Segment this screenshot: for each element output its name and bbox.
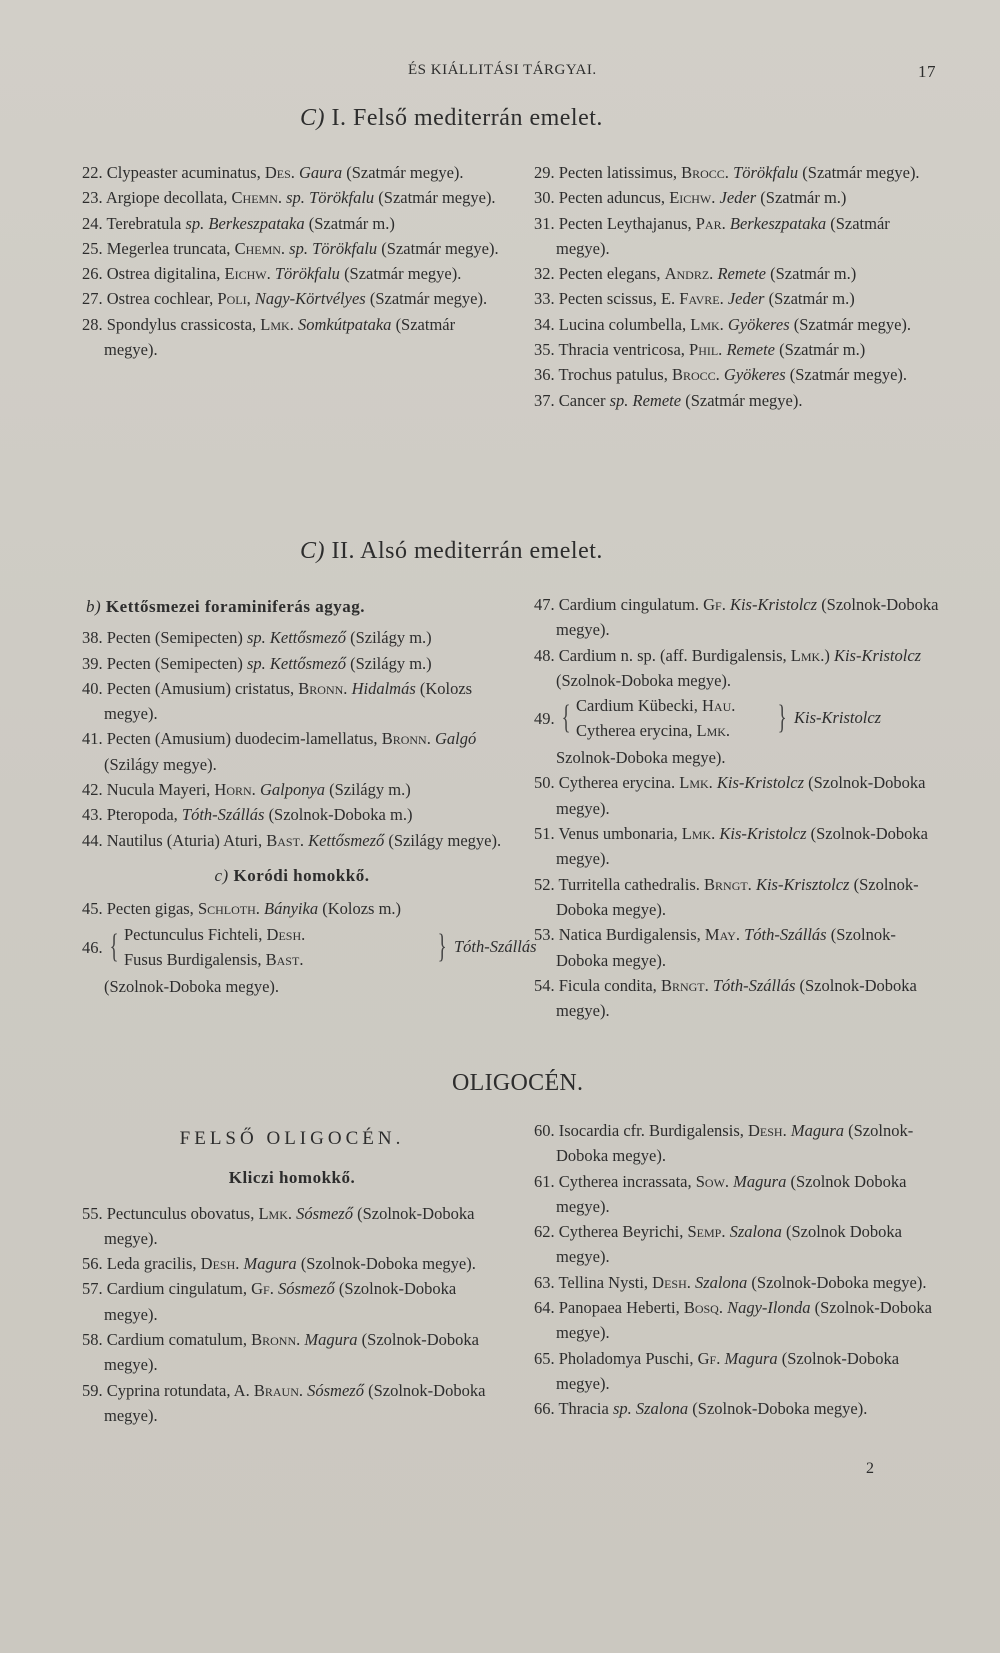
entry-tail: (Szilágy megye). [104,754,217,774]
entry-number: 26. [82,264,103,284]
list-entry [82,1276,502,1327]
entry-name: Pecten elegans, [558,264,661,284]
list-entry [534,1219,944,1270]
list-entry [82,828,502,853]
entry-number: 60. [534,1121,555,1140]
entry-line-2: Cytherea erycina, Lmk. [576,721,731,741]
entry-locality: Tóth-Szállás [712,975,796,995]
entry-tail: (Szatmár megye). [378,188,496,208]
entry-locality: Kis-Kristolcz [719,824,807,844]
list-entry [82,286,502,311]
entry-locality: Galgó [434,729,477,749]
entry-name: Pecten (Amusium) duodecim-lamellatus, [106,729,378,749]
entry-name: Argiope decollata, [105,188,228,208]
entry-tail: (Szatmár megye). [789,365,908,385]
list-entry [534,1118,944,1169]
entry-locality: Hidalmás [351,678,416,698]
entry-name: Cardium cingulatum. [558,595,699,614]
entry-locality: Remete [632,390,682,410]
entry-number: 53. [534,925,555,945]
list-entry [82,1201,502,1252]
right-brace: } [777,699,787,737]
entry-number: 50. [534,773,555,793]
list-entry [534,185,944,210]
entry-name: Natica Burdigalensis, [558,925,701,945]
entry-locality: Kettősmező [269,628,346,648]
entry-number: 35. [534,340,555,360]
entry-author: Lmk. [690,314,724,334]
entry-tail: (Kolozs m.) [322,899,402,919]
entry-author: Des. [264,163,295,182]
list-entry [82,160,502,185]
list-entry [534,286,944,311]
entry-number: 45. [82,899,103,919]
list-entry [534,592,944,643]
entry-name: Cardium comatulum, [106,1330,247,1350]
entry-number: 32. [534,264,555,284]
subheading-c [82,863,502,888]
entry-locality: Magura [790,1121,844,1140]
entry-name: Pecten Leythajanus, [558,213,692,233]
entry-author: Bronn. [381,729,431,749]
entry-number: 55. [82,1203,103,1223]
felso-oligocen-heading: FELSŐ OLIGOCÉN. [179,1128,405,1149]
section-letter: C) [300,538,325,564]
entry-number: 65. [534,1348,555,1368]
entry-name: Turritella cathedralis. [558,874,700,894]
entry-name: Trochus patulus, [558,365,668,385]
entry-author: Desh. [652,1272,691,1292]
entry-tail: (Szolnok-Doboka megye). [692,1399,868,1419]
entry-author: Desh. [200,1254,240,1274]
list-entry [534,1295,944,1346]
list-entry [82,1251,502,1276]
entry-name: Cytherea Beyrichi, [558,1222,684,1242]
list-entry [534,922,944,973]
entry-tail: (Szolnok-Doboka m.) [268,805,413,825]
entry-author: Chemn. [234,238,286,258]
section-title: I. Felső mediterrán emelet. [331,105,603,131]
grouped-entry-46 [82,922,537,974]
entry-sp: sp. [609,390,629,410]
entry-tail: (Szatmár megye). [346,163,464,182]
entry-locality: Tóth-Szállás [181,805,265,825]
entry-number: 39. [82,653,103,673]
entry-author: Brocc. [671,365,720,385]
entry-locality: Berkeszpataka [729,213,827,233]
section-title: II. Alsó mediterrán emelet. [331,538,603,564]
list-entry [82,651,502,676]
entry-number: 64. [534,1298,555,1318]
entry-author: Lmk. [681,824,716,844]
entry-number: 66. [534,1399,555,1419]
list-entry [534,821,944,872]
entry-locality: Kettősmező [269,653,346,673]
entry-number: 43. [82,805,103,825]
entry-number: 25. [82,238,103,258]
list-entry [534,1346,944,1397]
entry-locality: Törökfalu [733,163,799,182]
entry-number: 30. [534,188,555,208]
entry-name: Pectunculus obovatus, [106,1203,255,1223]
entry-tail: (Szolnok-Doboka megye). [300,1254,476,1274]
entry-author: May. [704,925,740,945]
entry-tail: (Szatmár megye). [344,264,462,284]
entry-tail: (Szatmár megye). [369,289,488,309]
list-entry [82,211,502,236]
grouped-entry-49 [534,693,944,745]
list-entry [534,160,944,185]
entry-author: Bast. [266,830,305,850]
list-entry [534,770,944,821]
entry-line-2: Fusus Burdigalensis, Bast. [124,949,304,969]
entry-locality: Gaura [299,163,343,182]
entry-number: 40. [82,678,103,698]
entry-number: 56. [82,1254,103,1274]
subheading-title: Koródi homokkő. [233,865,370,885]
subheading-klicz: Kliczi homokkő. [228,1168,356,1188]
entry-locality: Sósmező [277,1279,335,1299]
entry-tail: (Szilágy m.) [350,653,432,673]
s2-left-column [82,592,537,999]
entry-locality: Kis-Kristolcz [794,708,882,728]
entry-number: 46. [82,937,103,957]
entry-name: Pecten gigas, [106,899,194,919]
entry-number: 57. [82,1279,103,1299]
entry-author: Eichw. [224,264,271,284]
entry-number: 61. [534,1171,555,1191]
entry-name: Pecten (Amusium) cristatus, [106,678,295,698]
entry-locality: Tóth-Szállás [744,925,827,945]
entry-locality: Gyökeres [727,314,790,334]
entry-tail: (Szilágy megye). [388,830,502,850]
entry-tail: (Szolnok-Doboka megye). [751,1272,927,1292]
entry-author: Phil. [689,340,723,360]
entry-tail: (Szatmár megye). [802,163,920,182]
entry-name: Pholadomya Puschi, [558,1348,694,1368]
entry-locality: Kettősmező [308,830,385,850]
entry-tail: (Szatmár megye). [104,314,456,360]
entry-name: Lucina columbella, [558,314,687,334]
list-entry [82,261,502,286]
list-entry [534,1270,944,1295]
list-entry [534,312,944,337]
entry-number: 58. [82,1330,103,1350]
entry-tail: (Szolnok-Doboka megye). [556,670,732,690]
entry-author: Semp. [687,1222,726,1242]
entry-locality: Nagy-Körtvélyes [254,289,366,309]
entry-name: Pteropoda, [106,805,178,825]
entry-locality: Magura [304,1330,358,1350]
subheading-b [82,594,502,619]
entry-number: 49. [534,709,555,729]
entry-tail: (Szatmár megye). [793,314,912,334]
entry-number: 41. [82,729,103,749]
entry-locality: Szalona [729,1222,782,1242]
entry-name: Nucula Mayeri, [106,780,211,800]
entry-locality: Kis-Krisztolcz [755,874,850,894]
entry-tail: (Szolnok-Doboka megye). [556,595,939,640]
oligocen-heading: OLIGOCÉN. [452,1070,584,1096]
entry-name: Tellina Nysti, [558,1272,649,1292]
entry-name: Cytherea incrassata, [558,1171,692,1191]
entry-tail: (Szolnok-Doboka megye). [556,1121,914,1166]
section-heading-1 [300,105,603,132]
entry-locality: Nagy-Ilonda [727,1298,811,1318]
entry-sp: sp. [289,238,308,258]
entry-tail: (Szolnok-Doboka megye). [556,925,896,970]
entry-author: Brngt. [660,975,709,995]
entry-number: 38. [82,628,103,648]
entry-locality: Törökfalu [312,238,378,258]
entry-name: Pecten latissimus, [558,163,677,182]
entry-name: Venus umbonaria, [558,824,678,844]
entry-name: Panopaea Heberti, [558,1298,680,1318]
entry-author: Horn. [214,780,256,800]
list-entry [82,236,502,261]
list-entry [534,211,944,262]
entry-name: Pecten aduncus, [558,188,666,208]
entry-tail: (Szatmár m.) [770,264,857,284]
entry-author: Gf. [697,1348,721,1368]
entry-tail: (Szolnok-Doboka megye). [556,1348,900,1393]
entry-author: Par. [695,213,726,233]
entry-author: Gf. [703,595,726,614]
entry-number: 54. [534,975,555,995]
entry-tail: (Szatmár m.) [760,188,847,208]
entry-locality: Kis-Kristolcz [716,773,805,793]
section-heading-2 [300,538,603,565]
entry-sp: sp. [246,628,266,648]
entry-tail: (Szolnok Doboka megye). [556,1222,902,1267]
entry-locality: Remete [717,264,766,284]
list-entry [534,643,944,694]
entry-tail: (Szolnok-Doboka megye). [104,976,280,996]
entry-tail: (Szolnok-Doboka megye). [104,1330,479,1375]
signature-mark: 2 [866,1460,874,1477]
entry-name: Terebratula [106,213,182,233]
entry-tail: (Szatmár megye). [685,390,803,410]
entry-locality: Törökfalu [309,188,375,208]
entry-number: 22. [82,163,103,182]
left-brace: { [561,699,571,737]
entry-number: 34. [534,314,555,334]
entry-tail: (Szolnok-Doboka megye). [104,1203,475,1248]
entry-tail: (Szolnok-Doboka megye). [556,874,919,919]
entry-locality: Sósmező [307,1380,364,1400]
entry-number: 48. [534,645,555,665]
entry-locality: Törökfalu [274,264,340,284]
entry-number: 28. [82,314,103,334]
entry-sp: sp. [612,1399,632,1419]
entry-tail: (Szatmár m.) [768,289,855,309]
entry-name: Pecten (Semipecten) [106,653,243,673]
entry-number: 42. [82,780,103,800]
entry-name: Leda gracilis, [106,1254,197,1274]
entry-locality: Kis-Kristolcz [833,645,922,665]
entry-locality: Somkútpataka [297,314,392,334]
entry-author: Schloth. [197,899,260,919]
entry-author: Lmk. [260,314,294,334]
entry-author: Brngt. [704,874,752,894]
entry-author: Desh. [747,1121,787,1140]
entry-author: Sow. [695,1171,730,1191]
entry-author: Brocc. [681,163,729,182]
entry-number: 37. [534,390,555,410]
entry-author: Braun. [253,1380,303,1400]
list-entry [82,676,502,727]
s1-right-column [534,160,944,413]
list-entry [534,973,944,1024]
entry-number: 31. [534,213,555,233]
entry-locality: Sósmező [296,1203,353,1223]
entry-locality: Kis-Kristolcz [729,595,818,614]
list-entry [534,872,944,923]
entry-number: 47. [534,595,555,614]
entry-name: Ostrea cochlear, [106,289,214,309]
entry-number: 44. [82,830,103,850]
list-entry [82,185,502,210]
entry-locality: Berkeszpataka [208,213,305,233]
list-entry [534,1169,944,1220]
entry-name: Cyprina rotundata, A. [106,1380,250,1400]
entry-sp: sp. [185,213,205,233]
entry-locality: Gyökeres [723,365,786,385]
entry-author: Eichw. [669,188,716,208]
entry-name: Cardium cingulatum, [106,1279,247,1299]
list-entry [82,777,502,802]
entry-tail: (Szolnok Doboka megye). [556,1171,907,1216]
entry-tail: (Szatmár megye). [381,238,499,258]
entry-number: 51. [534,824,555,844]
entry-locality: Szalona [635,1399,689,1419]
entry-locality: Magura [733,1171,787,1191]
entry-author: Lmk. [258,1203,292,1223]
subheading-letter: b) [86,597,102,616]
entry-number: 23. [82,188,103,208]
entry-name: Cardium n. sp. (aff. Burdigalensis, [558,645,787,665]
entry-locality: Szalona [695,1272,748,1292]
entry-author: Bronn. [298,678,348,698]
entry-name: Megerlea truncata, [106,238,231,258]
entry-tail: (Szilágy m.) [350,628,432,648]
list-entry [82,896,502,921]
list-entry [82,625,502,650]
page-number: 17 [918,62,936,81]
entry-tail: (Szolnok-Doboka megye). [104,1380,486,1425]
entry-tail: (Kolozs megye). [104,678,473,724]
entry-number: 24. [82,213,103,233]
entry-tail: (Szatmár m.) [779,340,866,360]
entry-name: Pecten (Semipecten) [106,628,243,648]
list-entry [534,261,944,286]
entry-locality: Bányika [264,899,319,919]
entry-sp: sp. [286,188,305,208]
entry-number: 29. [534,163,555,182]
entry-line-1: Pectunculus Fichteli, Desh. [124,924,306,944]
entry-name: Nautilus (Aturia) Aturi, [106,830,263,850]
list-entry [534,388,944,413]
section-letter: C) [300,105,325,131]
entry-tail: Szolnok-Doboka megye). [556,748,726,768]
entry-number: 63. [534,1272,555,1292]
entry-name: Cytherea erycina. [558,773,676,793]
list-entry [534,337,944,362]
entry-locality: Magura [243,1254,297,1274]
entry-number: 33. [534,289,555,309]
entry-author: Bronn. [251,1330,301,1350]
entry-locality: Jeder [719,188,757,208]
entry-tail: (Szolnok-Doboka megye). [556,824,928,869]
s2-right-column [534,592,944,1023]
entry-tail: (Szolnok-Doboka megye). [556,773,926,818]
entry-name: Cancer [558,390,606,410]
entry-number: 62. [534,1222,555,1242]
list-entry [82,1327,502,1378]
entry-author: Bosq. [683,1298,723,1318]
entry-author: Favre. [679,289,724,309]
entry-number: 59. [82,1380,103,1400]
entry-number: 36. [534,365,555,385]
entry-name: Spondylus crassicosta, [106,314,257,334]
list-entry [82,726,502,777]
entry-locality: Galponya [259,780,326,800]
entry-locality: Tóth-Szállás [454,936,537,956]
list-entry [82,802,502,827]
left-brace: { [109,927,119,965]
entry-name: Ficula condita, [558,975,657,995]
entry-name: Thracia [558,1399,609,1419]
entry-author: Gf. [251,1279,274,1299]
entry-number: 52. [534,874,555,894]
list-entry [82,312,502,363]
entry-tail: (Szolnok-Doboka megye). [556,975,917,1021]
entry-author: Poli, [217,289,251,309]
running-head: ÉS KIÁLLITÁSI TÁRGYAI. [408,62,597,78]
entry-name: Isocardia cfr. Burdigalensis, [558,1121,744,1140]
s3-left-column [82,1126,502,1428]
entry-number: 27. [82,289,103,309]
list-entry [82,1378,502,1429]
entry-tail: (Szatmár m.) [308,213,395,233]
entry-author: Chemn. [231,188,283,208]
entry-locality: Jeder [727,289,765,309]
entry-author: Lmk. [679,773,713,793]
entry-tail: (Szolnok-Doboka megye). [104,1279,457,1324]
entry-line-1: Cardium Kübecki, Hau. [576,696,736,716]
entry-name: Clypeaster acuminatus, [106,163,261,182]
entry-tail: (Szatmár megye). [556,213,890,258]
list-entry [534,1396,944,1421]
subheading-title: Kettősmezei foraminiferás agyag. [105,597,366,616]
entry-author: Andrz. [664,264,714,284]
entry-locality: Remete [726,340,775,360]
entry-sp: sp. [246,653,266,673]
entry-locality: Magura [724,1348,778,1368]
entry-name: Ostrea digitalina, [106,264,221,284]
list-entry [534,362,944,387]
entry-tail: (Szolnok-Doboka megye). [556,1298,932,1343]
s3-right-column [534,1118,944,1422]
entry-author: Lmk.) [790,645,830,665]
right-brace: } [437,927,447,965]
entry-name: Pecten scissus, E. [558,289,676,309]
entry-name: Thracia ventricosa, [558,340,685,360]
s1-left-column [82,160,502,362]
subheading-letter: c) [214,865,229,885]
entry-tail: (Szilágy m.) [329,780,411,800]
